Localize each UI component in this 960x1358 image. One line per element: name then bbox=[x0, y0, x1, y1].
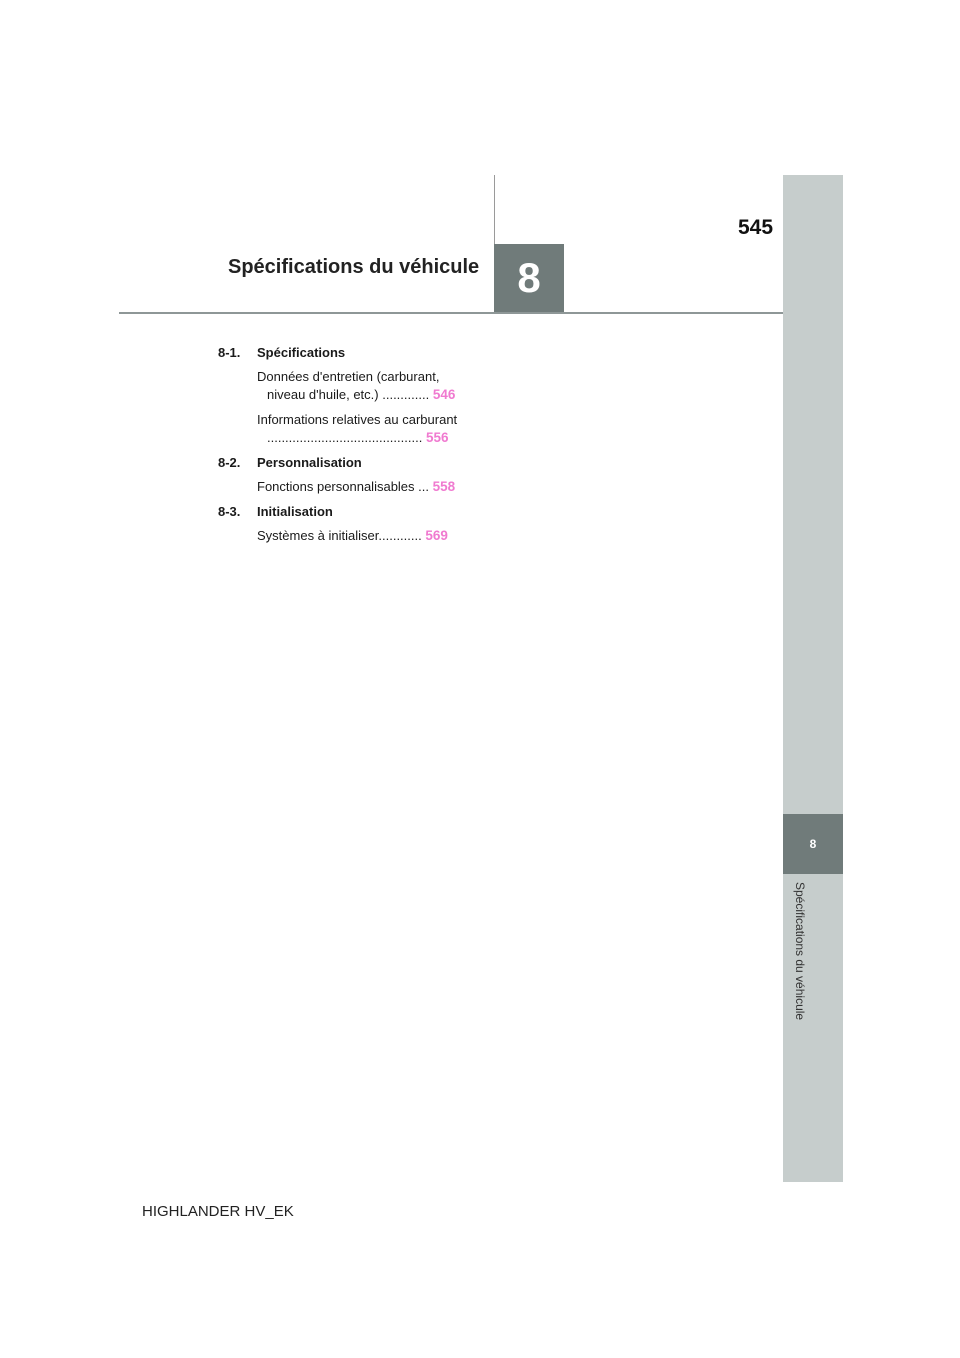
page-link[interactable]: 556 bbox=[425, 430, 449, 445]
toc-section-heading[interactable] bbox=[218, 503, 470, 521]
section-title: Personnalisation bbox=[257, 455, 362, 470]
section-title: Spécifications bbox=[257, 345, 346, 360]
footer-model-code: HIGHLANDER HV_EK bbox=[142, 1203, 294, 1220]
side-tab-number: 8 bbox=[783, 814, 843, 874]
toc-entry[interactable] bbox=[257, 411, 470, 447]
section-title: Initialisation bbox=[257, 504, 333, 519]
chapter-title: Spécifications du véhicule bbox=[228, 256, 480, 278]
section-number: 8-1. bbox=[218, 345, 241, 360]
chapter-number-box: 8 bbox=[494, 244, 564, 312]
entry-title-line1: Données d'entretien (carburant, bbox=[257, 369, 440, 384]
section-number: 8-3. bbox=[218, 504, 241, 519]
header-horizontal-rule bbox=[119, 312, 783, 314]
toc-entry[interactable] bbox=[257, 478, 470, 496]
leader-dots: ... bbox=[414, 479, 429, 494]
toc-section-heading[interactable] bbox=[218, 344, 470, 362]
entry-title: Systèmes à initialiser bbox=[257, 528, 379, 543]
entry-title-line1: Informations relatives au carburant bbox=[257, 412, 458, 427]
toc-section-heading[interactable] bbox=[218, 454, 470, 472]
toc-entry[interactable] bbox=[257, 368, 470, 404]
table-of-contents bbox=[218, 344, 470, 552]
entry-title: Fonctions personnalisables bbox=[257, 479, 415, 494]
entry-title-line2: niveau d'huile, etc.) bbox=[267, 387, 379, 402]
leader-dots: ............ bbox=[378, 528, 422, 543]
leader-dots: ........................................... bbox=[267, 430, 423, 445]
toc-entry[interactable] bbox=[257, 527, 470, 545]
page-link[interactable]: 569 bbox=[425, 528, 448, 543]
page-number: 545 bbox=[738, 216, 774, 239]
section-number: 8-2. bbox=[218, 455, 241, 470]
page-link[interactable]: 546 bbox=[432, 387, 456, 402]
side-tab-label: Spécifications du véhicule bbox=[793, 882, 807, 1021]
leader-dots: ............. bbox=[382, 387, 430, 402]
page-link[interactable]: 558 bbox=[432, 479, 456, 494]
